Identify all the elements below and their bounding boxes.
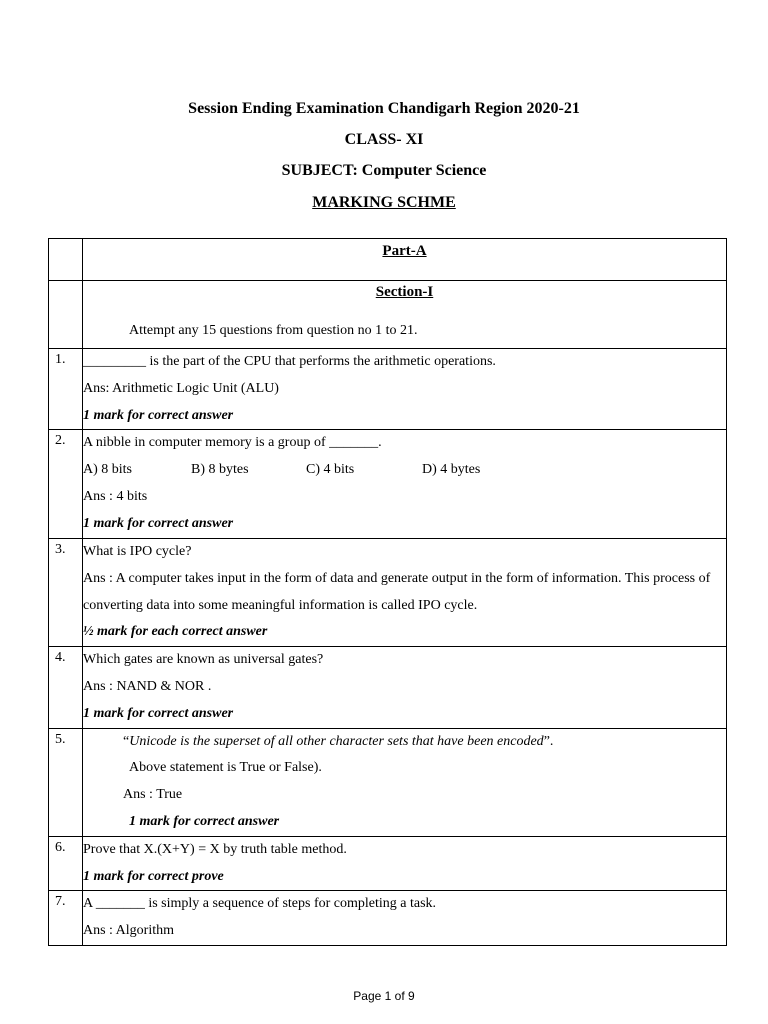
- part-heading: Part-A: [382, 243, 427, 259]
- question-number: 4.: [49, 647, 83, 728]
- question-number: 5.: [49, 728, 83, 836]
- question-text: What is IPO cycle?: [83, 543, 192, 559]
- answer-text: Ans : Algorithm: [83, 923, 175, 939]
- question-number: 2.: [49, 430, 83, 538]
- part-row: [49, 239, 727, 281]
- subject-heading: SUBJECT: Computer Science: [281, 162, 487, 179]
- question-text: A _______ is simply a sequence of steps for completing a task.: [83, 896, 437, 912]
- answer-text: Ans : A computer takes input in the form of data and generate output in the form of information. This process of converting data into some meaningful information is called IPO cycle.: [83, 571, 711, 614]
- question-text: “Unicode is the superset of all other character sets that have been encoded”.: [123, 733, 554, 749]
- question-number: 6.: [49, 836, 83, 891]
- option-b: B) 8 bytes: [191, 462, 249, 478]
- page-number: Page 1 of 9: [353, 989, 415, 1003]
- question-text-2: Above statement is True or False).: [129, 760, 322, 776]
- quoted-statement: Unicode is the superset of all other character sets that have been encoded: [129, 733, 544, 749]
- document-title: Session Ending Examination Chandigarh Region 2020-21: [188, 100, 580, 117]
- marking-scheme-heading: MARKING SCHME: [312, 194, 456, 211]
- marking-note: 1 mark for correct answer: [83, 407, 234, 423]
- marking-note: 1 mark for correct answer: [83, 515, 234, 531]
- table-row: [49, 836, 727, 891]
- answer-options: [83, 457, 726, 484]
- section-heading: Section-I: [375, 284, 434, 300]
- class-heading: CLASS- XI: [344, 131, 424, 148]
- question-text: _________ is the part of the CPU that performs the arithmetic operations.: [83, 354, 496, 369]
- table-row: [49, 891, 727, 946]
- section-row: [49, 281, 727, 349]
- answer-text: Ans : NAND & NOR .: [83, 678, 212, 694]
- instruction-text: Attempt any 15 questions from question no 1 to 21.: [129, 323, 418, 338]
- answer-text: Ans: Arithmetic Logic Unit (ALU): [83, 380, 279, 396]
- marking-note: ½ mark for each correct answer: [83, 624, 268, 640]
- table-row: [49, 647, 727, 728]
- answer-text: Ans : 4 bits: [83, 488, 148, 504]
- question-number: 7.: [49, 891, 83, 946]
- question-text: A nibble in computer memory is a group of _______.: [83, 435, 382, 451]
- marking-note: 1 mark for correct answer: [83, 705, 234, 721]
- question-text: Which gates are known as universal gates?: [83, 652, 324, 668]
- option-a: A) 8 bits: [83, 462, 132, 478]
- table-row: [49, 349, 727, 430]
- option-c: C) 4 bits: [306, 462, 355, 478]
- option-d: D) 4 bytes: [422, 462, 481, 478]
- marking-note: 1 mark for correct prove: [83, 868, 224, 884]
- table-row: [49, 538, 727, 647]
- table-row: [49, 728, 727, 836]
- table-row: [49, 430, 727, 538]
- question-number: 3.: [49, 538, 83, 647]
- answer-text: Ans : True: [123, 787, 183, 803]
- question-text: Prove that X.(X+Y) = X by truth table method.: [83, 841, 347, 857]
- question-number: 1.: [49, 349, 83, 430]
- questions-table: [48, 238, 727, 946]
- marking-note: 1 mark for correct answer: [129, 813, 280, 829]
